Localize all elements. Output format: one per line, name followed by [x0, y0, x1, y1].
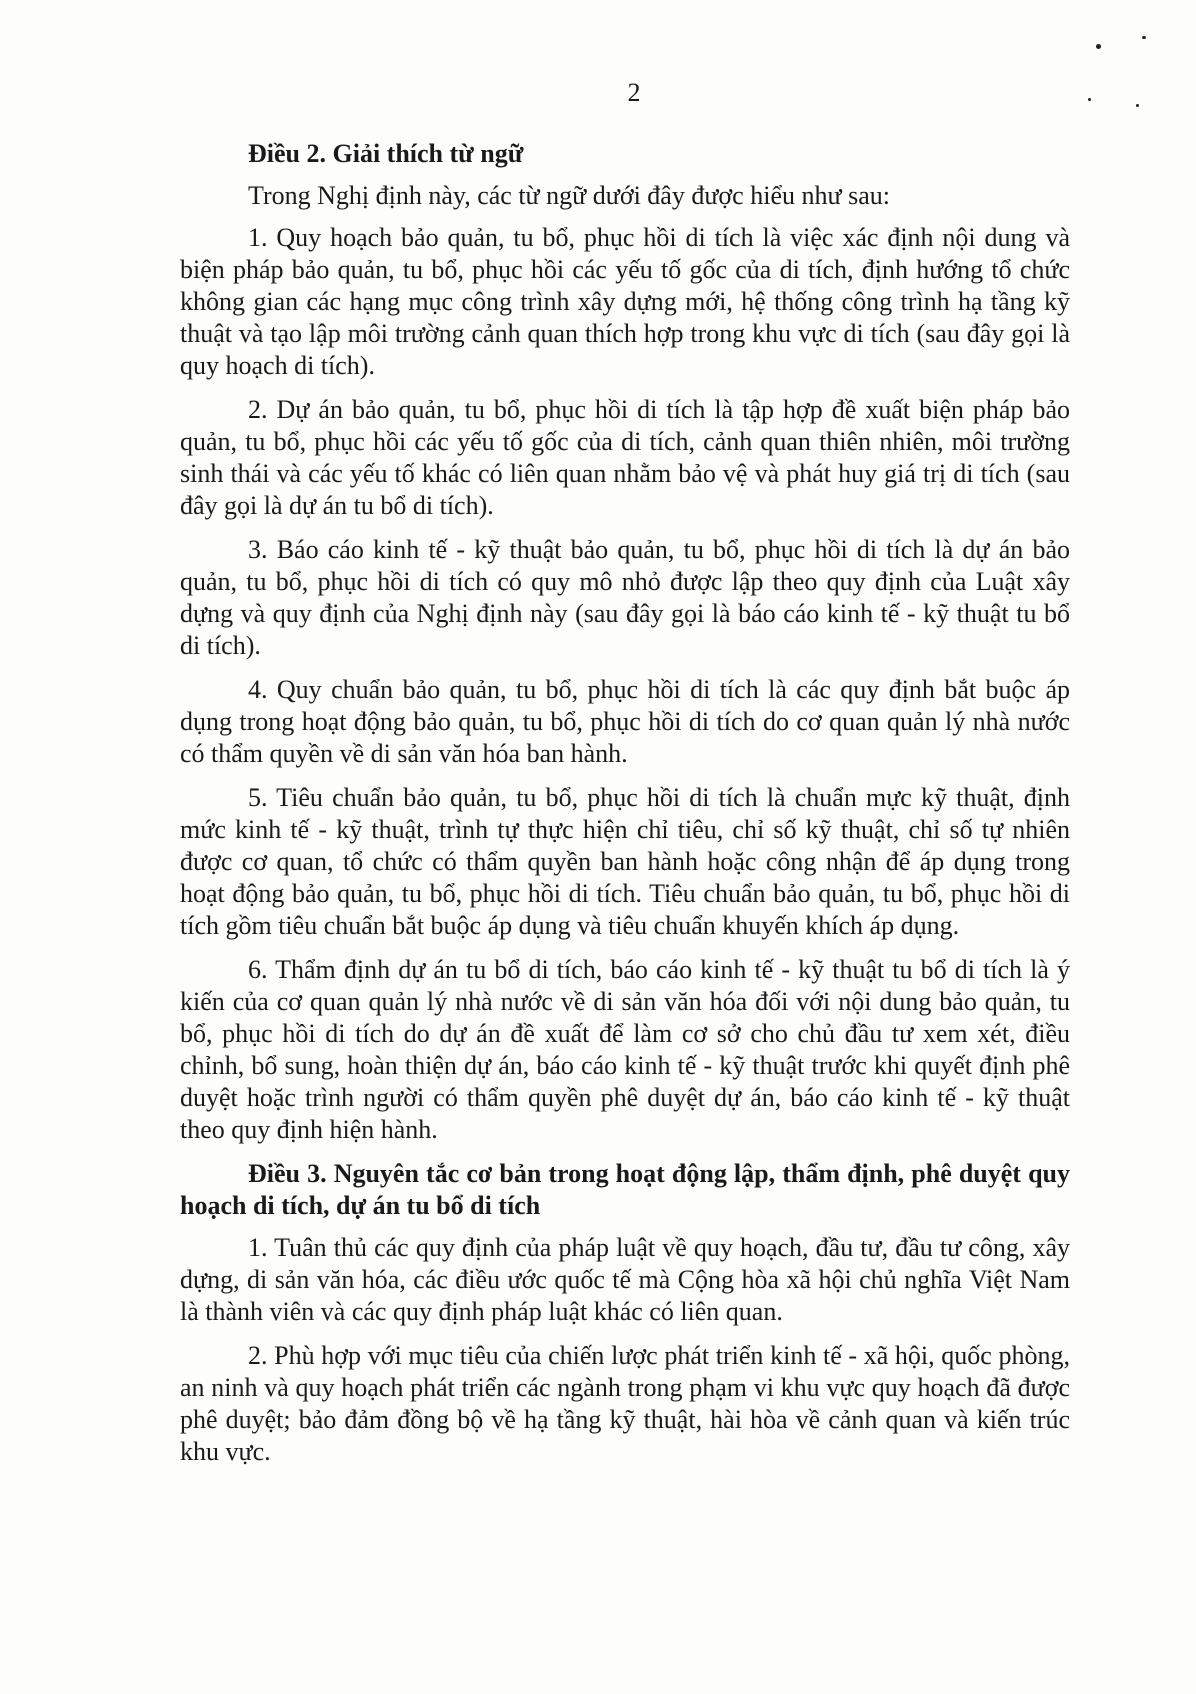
article-2-item-4: 4. Quy chuẩn bảo quản, tu bổ, phục hồi di tích là các quy định bắt buộc áp dụng trong hoạt động bảo quản, tu bổ, phục hồi di tích do cơ quan quản lý nhà nước có thẩm quyền về di sản văn hóa ban hành. — [180, 675, 1070, 768]
article-2-item-3: 3. Báo cáo kinh tế - kỹ thuật bảo quản, tu bổ, phục hồi di tích là dự án bảo quản, tu bổ, phục hồi di tích có quy mô nhỏ được lập theo quy định của Luật xây dựng và quy định của Nghị định này (sau đây gọi là báo cáo kinh tế - kỹ thuật tu bổ di tích). — [180, 535, 1070, 660]
article-2-intro: Trong Nghị định này, các từ ngữ dưới đây được hiểu như sau: — [248, 181, 890, 210]
article-3-item-2: 2. Phù hợp với mục tiêu của chiến lược phát triển kinh tế - xã hội, quốc phòng, an ninh và quy hoạch phát triển các ngành trong phạm vi khu vực quy hoạch đã được phê duyệt; bảo đảm đồng bộ về hạ tầng kỹ thuật, hài hòa về cảnh quan và kiến trúc khu vực. — [180, 1341, 1070, 1466]
article-2-heading: Điều 2. Giải thích từ ngữ — [248, 139, 524, 168]
scan-speck — [1096, 44, 1101, 49]
article-2-item-5: 5. Tiêu chuẩn bảo quản, tu bổ, phục hồi di tích là chuẩn mực kỹ thuật, định mức kinh tế - kỹ thuật, trình tự thực hiện chỉ tiêu, chỉ số kỹ thuật, chỉ số tự nhiên được cơ quan, tổ chức có thẩm quyền ban hành hoặc công nhận để áp dụng trong hoạt động bảo quản, tu bổ, phục hồi di tích. Tiêu chuẩn bảo quản, tu bổ, phục hồi di tích gồm tiêu chuẩn bắt buộc áp dụng và tiêu chuẩn khuyến khích áp dụng. — [180, 783, 1070, 940]
page-number: 2 — [627, 78, 641, 107]
article-2-item-2: 2. Dự án bảo quản, tu bổ, phục hồi di tích là tập hợp đề xuất biện pháp bảo quản, tu bổ, phục hồi các yếu tố gốc của di tích, cảnh quan thiên nhiên, môi trường sinh thái và các yếu tố khác có liên quan nhằm bảo vệ và phát huy giá trị di tích (sau đây gọi là dự án tu bổ di tích). — [180, 395, 1070, 520]
article-3-heading: Điều 3. Nguyên tắc cơ bản trong hoạt động lập, thẩm định, phê duyệt quy hoạch di tích, dự án tu bổ di tích — [180, 1159, 1070, 1220]
article-2-item-6: 6. Thẩm định dự án tu bổ di tích, báo cáo kinh tế - kỹ thuật tu bổ di tích là ý kiến của cơ quan quản lý nhà nước về di sản văn hóa đối với nội dung bảo quản, tu bổ, phục hồi di tích do dự án đề xuất để làm cơ sở cho chủ đầu tư xem xét, điều chỉnh, bổ sung, hoàn thiện dự án, báo cáo kinh tế - kỹ thuật trước khi quyết định phê duyệt hoặc trình người có thẩm quyền phê duyệt dự án, báo cáo kinh tế - kỹ thuật theo quy định hiện hành. — [180, 955, 1070, 1144]
scan-speck — [1142, 36, 1146, 39]
document-body — [180, 138, 1070, 1480]
article-3-item-1: 1. Tuân thủ các quy định của pháp luật về quy hoạch, đầu tư, đầu tư công, xây dựng, di sản văn hóa, các điều ước quốc tế mà Cộng hòa xã hội chủ nghĩa Việt Nam là thành viên và các quy định pháp luật khác có liên quan. — [180, 1233, 1070, 1326]
article-2-item-1: 1. Quy hoạch bảo quản, tu bổ, phục hồi di tích là việc xác định nội dung và biện pháp bảo quản, tu bổ, phục hồi các yếu tố gốc của di tích, định hướng tổ chức không gian các hạng mục công trình xây dựng mới, hệ thống công trình hạ tầng kỹ thuật và tạo lập môi trường cảnh quan thích hợp trong khu vực di tích (sau đây gọi là quy hoạch di tích). — [180, 223, 1070, 380]
